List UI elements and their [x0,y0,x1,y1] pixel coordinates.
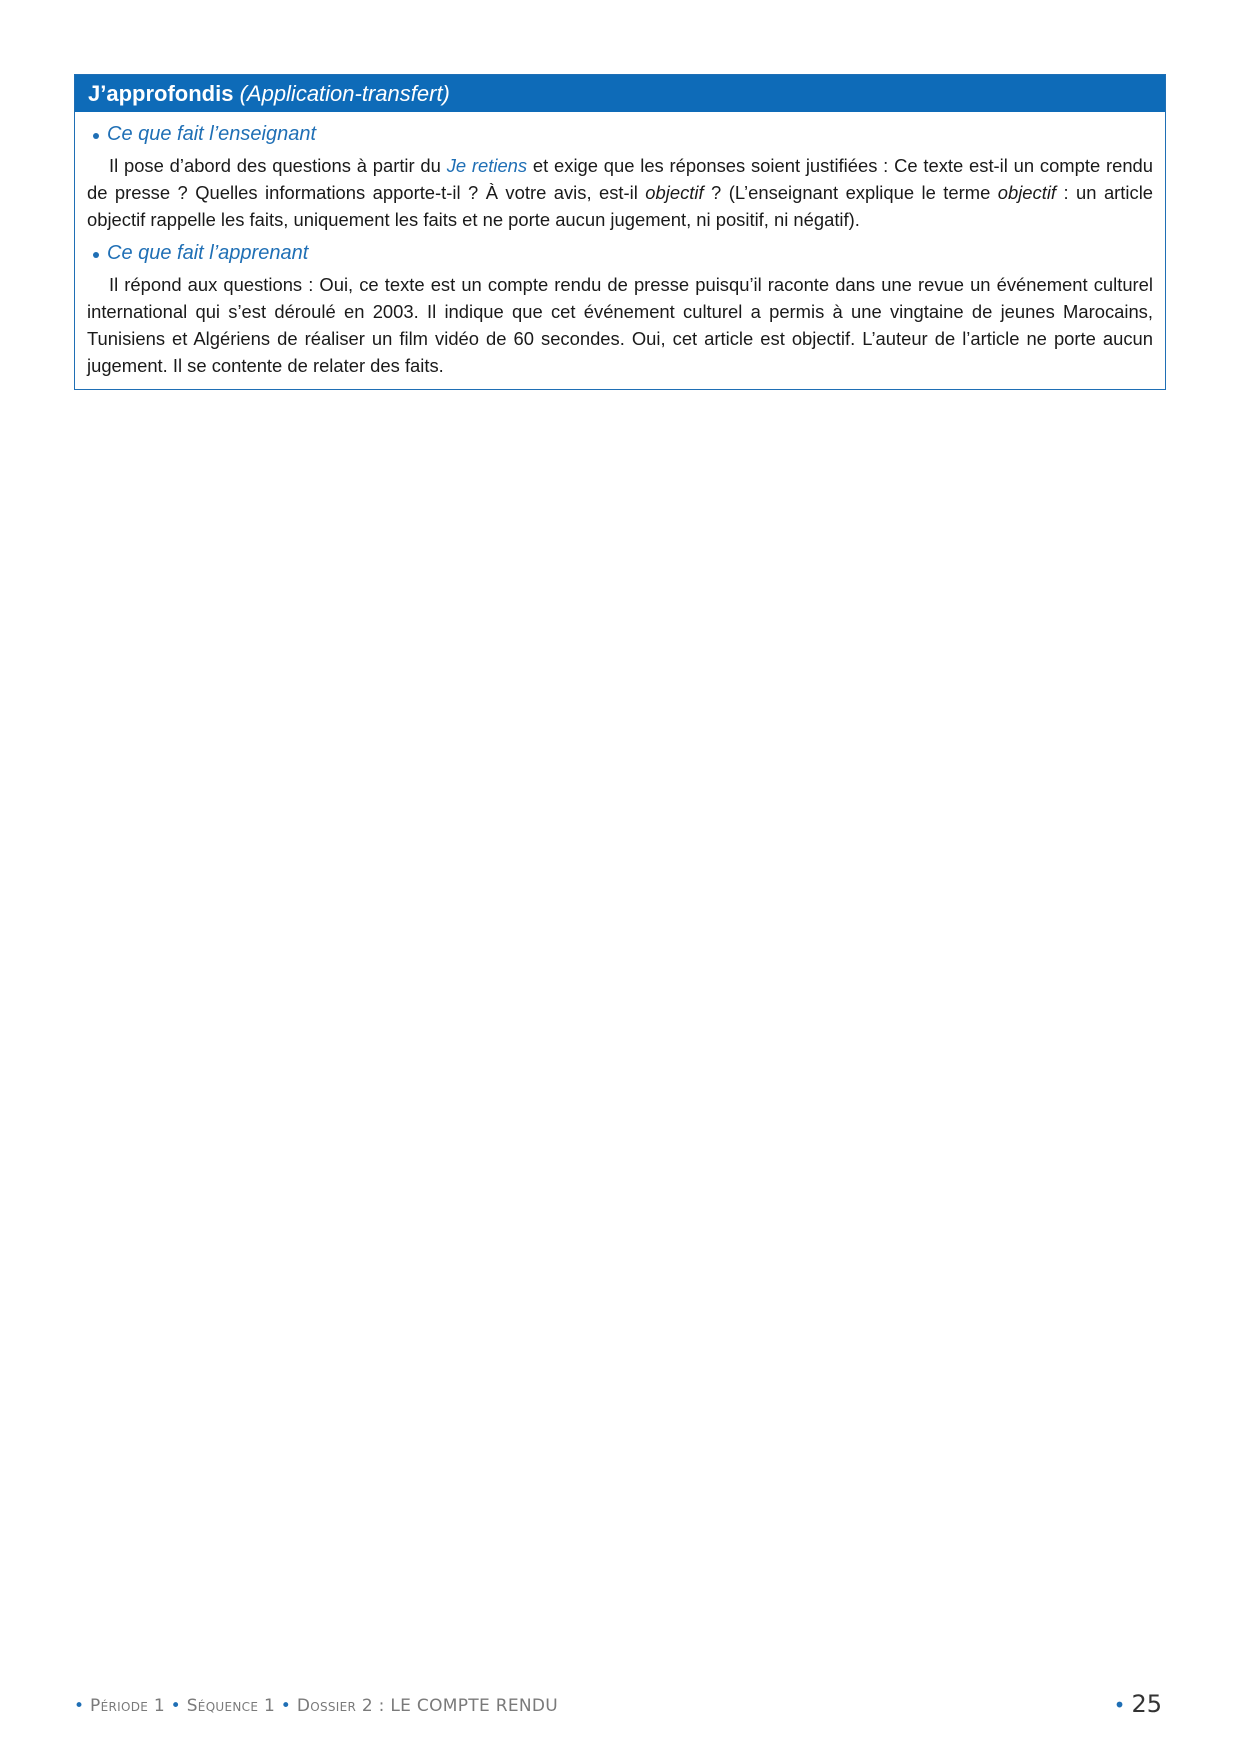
text-span: ? (L’enseignant explique le terme [703,182,998,203]
paragraph-apprenant: Il répond aux questions : Oui, ce texte est un compte rendu de presse puisqu’il raconte dans une revue un événement culturel international qui s’est déroulé en 2003. Il indique que cet événement culturel a permis à une vingtaine de jeunes Marocains, Tunisiens et Algériens de réaliser un film vidéo de 60 secondes. Oui, cet article est objectif. L’auteur de l’article ne porte aucun jugement. Il se contente de relater des faits. [87,274,1153,376]
footer-sequence: Séquence 1 [186,1696,276,1716]
text-span: Il pose d’abord des questions à partir du [109,155,447,176]
footer-dossier: Dossier 2 : LE COMPTE RENDU [296,1696,559,1716]
term-objectif: objectif [997,182,1057,203]
box-subtitle: (Application-transfert) [239,81,450,106]
section-heading-text: Ce que fait l’apprenant [107,242,309,264]
page-footer [74,1692,1166,1720]
term-objectif: objectif [645,182,704,203]
box-title: J’approfondis [88,81,234,106]
text-span: et exige que les réponses soient justifiées : Ce texte est-il un compte rendu de presse ? Quelles informations apporte-t-il ? À votre avis, est-il [87,155,1154,203]
section-heading-enseignant [93,120,1153,148]
footer-period: Période 1 [90,1696,165,1716]
bullet-dot-icon [93,133,99,139]
bullet-dot-icon [93,252,99,258]
box-body [75,112,1165,389]
footer-bullet: • [280,1696,292,1716]
footer-breadcrumb [74,1696,558,1716]
footer-bullet: • [1113,1693,1126,1717]
text-span: : un article objectif rappelle les faits, uniquement les faits et ne porte aucun jugement, ni positif, ni négatif). [87,182,1154,230]
box-header [75,75,1165,112]
footer-bullet: • [170,1696,181,1716]
footer-bullet: • [74,1696,85,1716]
page-number [1114,1690,1162,1718]
section-heading-text: Ce que fait l’enseignant [107,123,317,145]
section-heading-apprenant [93,239,1153,267]
je-retiens-reference: Je retiens [446,155,528,176]
paragraph-enseignant [87,152,1153,233]
page-number-text: 25 [1131,1690,1162,1718]
japprofondis-box [74,74,1166,390]
